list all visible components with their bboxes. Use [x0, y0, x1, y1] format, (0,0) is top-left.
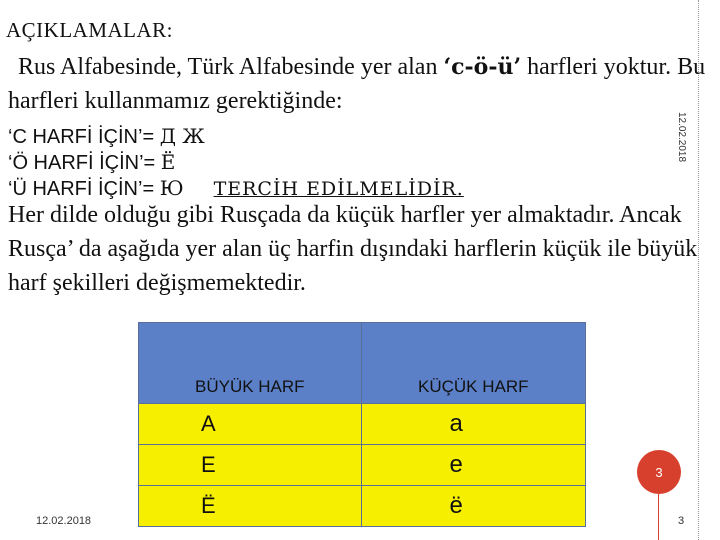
- header-upper: BÜYÜK HARF: [139, 323, 362, 404]
- page-heading: AÇIKLAMALAR:: [6, 18, 173, 42]
- badge-stem: [658, 494, 659, 540]
- rule-u-letters: Ю: [159, 176, 184, 200]
- intro-part1: Rus Alfabesinde, Türk Alfabesinde yer alan: [18, 54, 444, 80]
- rule-u-label: ‘Ü HARFİ İÇİN’=: [8, 178, 160, 200]
- side-date: 12.02.2018: [676, 112, 687, 163]
- upper-cell: E: [139, 445, 362, 486]
- header-lower: KÜÇÜK HARF: [361, 323, 585, 404]
- lower-cell: a: [361, 404, 585, 445]
- rule-o-label: ‘Ö HARFİ İÇİN’=: [8, 152, 161, 174]
- intro-paragraph: [8, 50, 708, 118]
- rule-note: TERCİH EDİLMELİDİR.: [213, 178, 464, 200]
- rule-c-letters: Д Ж: [159, 124, 205, 148]
- rule-c: [8, 124, 205, 149]
- table-row: [139, 486, 586, 527]
- table-row: [139, 404, 586, 445]
- table-row: [139, 445, 586, 486]
- body-paragraph: Her dilde olduğu gibi Rusçada da küçük harfler yer almaktadır. Ancak Rusça’ da aşağıda yer alan üç harfin dışındaki harflerin küçük ile büyük harf şekilleri değişmemektedir.: [8, 202, 698, 296]
- rule-o-letters: Ë: [160, 150, 176, 174]
- slide-number-badge: 3: [637, 450, 681, 494]
- lower-cell: ë: [361, 486, 585, 527]
- rule-o: [8, 150, 175, 175]
- upper-cell: A: [139, 404, 362, 445]
- rule-c-label: ‘C HARFİ İÇİN’=: [8, 126, 160, 148]
- lower-cell: e: [361, 445, 585, 486]
- footer-page-number: 3: [678, 515, 685, 527]
- letter-table: [138, 322, 586, 527]
- footer-date: 12.02.2018: [36, 515, 92, 527]
- upper-cell: Ë: [139, 486, 362, 527]
- intro-part2: harfleri yoktur. Bu harfleri kullanmamız gerektiğinde:: [8, 54, 706, 114]
- intro-quoted-letters: ‘c-ö-ü’: [443, 54, 522, 80]
